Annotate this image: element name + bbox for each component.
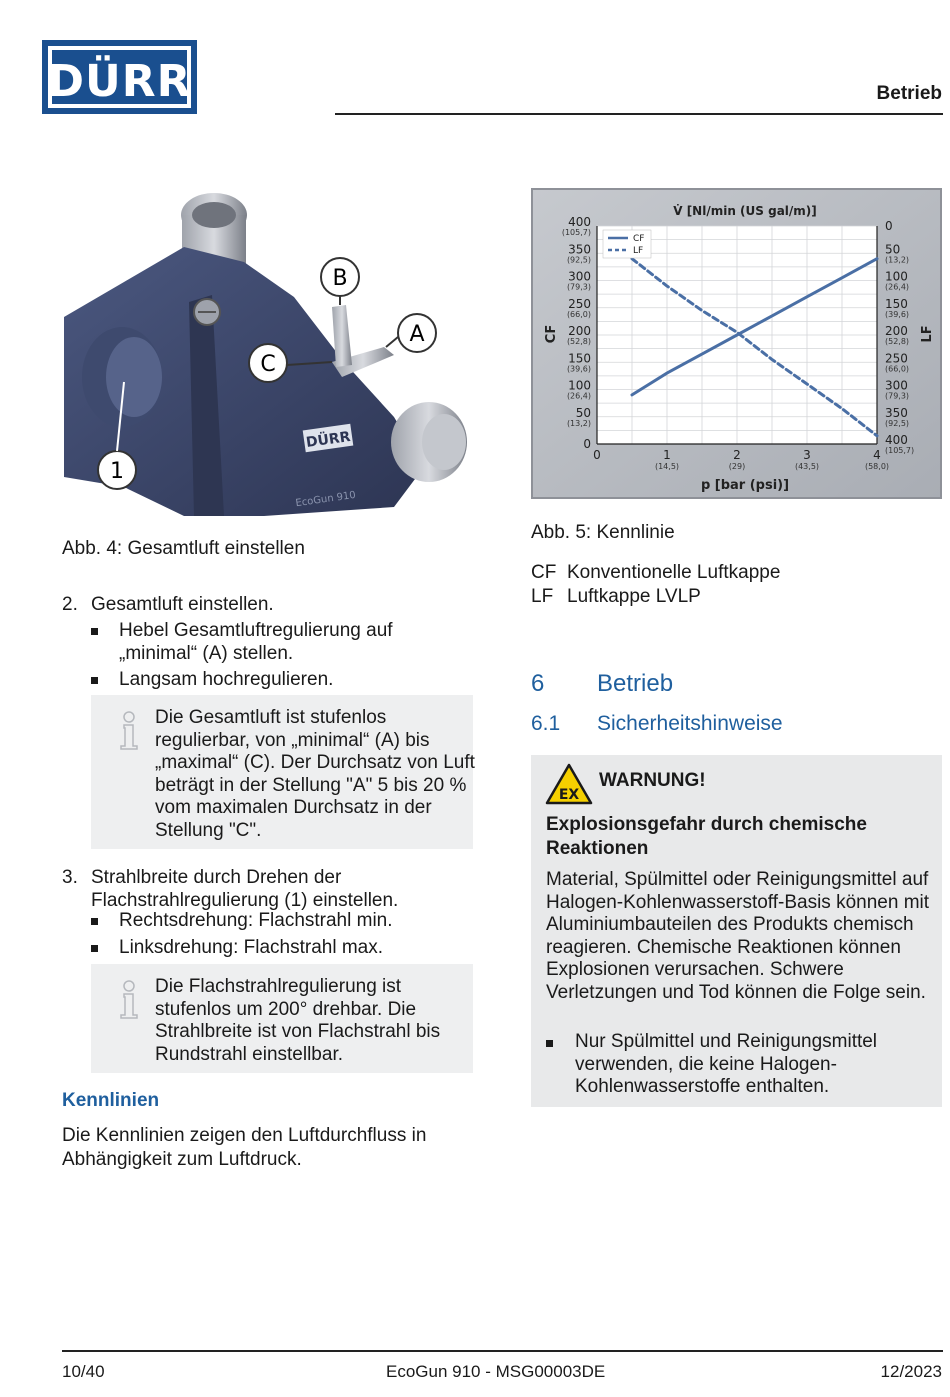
x-tick-label: 0 xyxy=(593,448,601,462)
callout-1: 1 xyxy=(110,459,124,484)
section-number: 6 xyxy=(531,670,545,697)
y-right-tick-label: 250 xyxy=(885,351,908,366)
logo-text: DÜRR xyxy=(47,56,192,107)
legend-lf-abbr: LF xyxy=(531,586,554,607)
x-tick-label: 4 xyxy=(873,448,881,462)
y-left-tick-sublabel: (92,5) xyxy=(566,255,591,265)
step-3-bullet-2-text: Linksdrehung: Flachstrahl max. xyxy=(119,937,384,958)
warning-text: Material, Spülmittel oder Reinigungsmittel auf Halogen-Kohlenwasserstoff-Basis können mit Aluminiumbauteilen des Produkts chemisch reagieren. Chemische Reaktionen können Explosionen verursachen. Schwere Verletzungen und Tod können die Folge sein. xyxy=(546,869,930,1003)
step-3-note-box xyxy=(91,964,473,1073)
y-right-tick-sublabel: (79,3) xyxy=(885,391,910,401)
y-right-tick-label: 350 xyxy=(885,405,908,420)
step-2-text: Gesamtluft einstellen. xyxy=(91,594,274,615)
gun-model-label: EcoGun 910 xyxy=(294,489,357,510)
step-3 xyxy=(62,866,472,912)
footer-date: 12/2023 xyxy=(880,1362,942,1381)
bullet-square xyxy=(91,628,98,635)
info-icon xyxy=(116,979,142,1019)
y-left-tick-sublabel: (26,4) xyxy=(566,391,591,401)
y-right-tick-label: 150 xyxy=(885,296,908,311)
step-3-note-text: Die Flachstrahlregulierung ist stufenlos um 200° drehbar. Die Strahlbreite ist von Flachstrahl bis Rundstrahl einstellbar. xyxy=(155,976,441,1065)
callout-b: B xyxy=(332,266,348,291)
y-right-tick-label: 300 xyxy=(885,378,908,393)
chart-y-axis-right-label: LF xyxy=(920,325,935,343)
figure4-caption: Abb. 4: Gesamtluft einstellen xyxy=(62,538,305,559)
warning-icon-text: EX xyxy=(558,787,580,803)
y-right-tick-label: 400 xyxy=(885,433,908,447)
chart-y-axis-left-label: CF xyxy=(544,324,559,344)
subsection-title: Sicherheitshinweise xyxy=(597,712,783,735)
callout-c: C xyxy=(260,352,276,377)
y-left-tick-label: 0 xyxy=(583,437,591,451)
y-right-tick-label: 100 xyxy=(885,269,908,284)
header-rule xyxy=(335,113,943,115)
y-left-tick-label: 150 xyxy=(568,351,591,366)
step-2-note-box xyxy=(91,695,473,849)
y-left-tick-sublabel: (66,0) xyxy=(566,309,591,319)
y-left-tick-sublabel: (39,6) xyxy=(566,364,591,374)
step-2-note-text: Die Gesamtluft ist stufenlos regulierbar, von „minimal“ (A) bis „maximal“ (C). Der Durchsatz von Luft beträgt in der Stellung "A" 5 bis 20 % vom maximalen Durchsatz in der Stellung "C". xyxy=(155,707,475,841)
x-tick-sublabel: (29) xyxy=(728,462,746,471)
y-left-tick-label: 400 xyxy=(568,215,591,229)
section-title: Betrieb xyxy=(597,670,674,697)
legend-lf-label: LF xyxy=(633,246,644,256)
chart-x-axis-label: p [bar (psi)] xyxy=(700,478,790,493)
info-icon xyxy=(116,710,142,750)
y-right-tick-sublabel: (26,4) xyxy=(885,282,910,292)
gun-badge: DÜRR xyxy=(305,428,352,452)
legend-lf-desc: Luftkappe LVLP xyxy=(567,586,701,607)
figure5-caption: Abb. 5: Kennlinie xyxy=(531,522,675,543)
y-right-tick-label: 50 xyxy=(885,242,901,257)
y-right-tick-label: 200 xyxy=(885,324,908,338)
warning-box xyxy=(531,755,942,1107)
duerr-logo xyxy=(42,40,197,114)
bullet-square xyxy=(91,945,98,952)
y-right-tick-sublabel: (105,7) xyxy=(885,446,915,455)
y-left-tick-sublabel: (52,8) xyxy=(566,337,591,346)
chart-legend xyxy=(603,230,651,258)
x-tick-sublabel: (43,5) xyxy=(794,462,820,471)
y-left-tick-sublabel: (79,3) xyxy=(566,282,591,292)
bullet-square xyxy=(91,918,98,925)
y-left-tick-label: 250 xyxy=(568,296,591,311)
step-2-number: 2. xyxy=(62,594,78,615)
legend-cf-desc: Konventionelle Luftkappe xyxy=(567,562,781,583)
y-left-tick-label: 50 xyxy=(575,405,591,420)
x-tick-sublabel: (14,5) xyxy=(654,462,680,471)
step-3-text: Strahlbreite durch Drehen der Flachstrahlregulierung (1) einstellen. xyxy=(91,867,399,911)
spray-gun-photo xyxy=(64,187,469,516)
y-right-tick-sublabel: (66,0) xyxy=(885,364,910,374)
warning-bullet-text: Nur Spülmittel und Reinigungsmittel verwenden, die keine Halogen-Kohlenwasserstoffe enthalten. xyxy=(575,1031,878,1097)
bullet-square xyxy=(91,677,98,684)
y-right-tick-sublabel: (13,2) xyxy=(885,255,910,265)
footer-page: 10/40 xyxy=(62,1362,105,1381)
chart-title: V̇ [Nl/min (US gal/m)] xyxy=(673,204,817,218)
x-tick-label: 1 xyxy=(663,448,671,462)
footer-rule xyxy=(62,1350,943,1352)
kennlinien-text: Die Kennlinien zeigen den Luftdurchfluss in Abhängigkeit zum Luftdruck. xyxy=(62,1125,427,1170)
y-right-tick-label: 0 xyxy=(885,219,893,233)
x-tick-label: 2 xyxy=(733,448,741,462)
kennlinien-heading: Kennlinien xyxy=(62,1090,160,1111)
step-2-bullet-1-text: Hebel Gesamtluftregulierung auf „minimal“ (A) stellen. xyxy=(119,620,393,664)
y-left-tick-label: 100 xyxy=(568,378,591,393)
step-3-bullet-1-text: Rechtsdrehung: Flachstrahl min. xyxy=(119,910,393,931)
y-right-tick-sublabel: (52,8) xyxy=(885,337,910,346)
header-section-title: Betrieb xyxy=(876,83,942,104)
y-left-tick-label: 350 xyxy=(568,242,591,257)
footer-document: EcoGun 910 - MSG00003DE xyxy=(386,1362,606,1381)
y-left-tick-sublabel: (13,2) xyxy=(566,418,591,428)
x-tick-sublabel: (58,0) xyxy=(864,462,890,471)
y-right-tick-sublabel: (92,5) xyxy=(885,418,910,428)
y-right-tick-sublabel: (39,6) xyxy=(885,309,910,319)
kennlinie-chart xyxy=(531,188,942,499)
y-left-tick-label: 300 xyxy=(568,269,591,284)
legend-cf-abbr: CF xyxy=(531,562,557,583)
x-tick-label: 3 xyxy=(803,448,811,462)
y-left-tick-label: 200 xyxy=(568,324,591,338)
y-left-tick-sublabel: (105,7) xyxy=(561,228,591,237)
step-2-bullet-2-text: Langsam hochregulieren. xyxy=(119,669,334,690)
explosion-warning-icon xyxy=(545,763,593,805)
bullet-square xyxy=(546,1040,553,1047)
legend-cf-label: CF xyxy=(633,234,645,244)
callout-a: A xyxy=(409,322,425,347)
warning-label: WARNUNG! xyxy=(599,770,706,791)
step-3-number: 3. xyxy=(62,867,78,888)
subsection-number: 6.1 xyxy=(531,712,561,735)
warning-heading: Explosionsgefahr durch chemische Reaktionen xyxy=(546,814,867,859)
